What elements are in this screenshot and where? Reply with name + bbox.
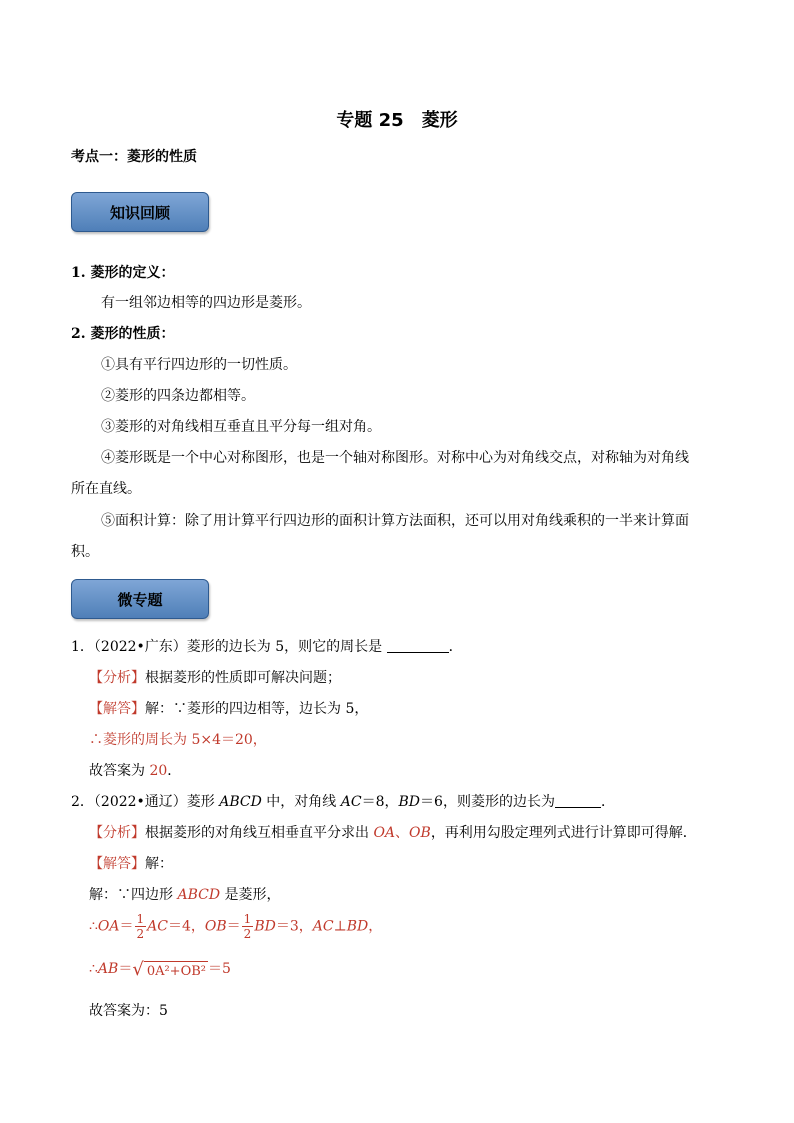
- q2-l2-bd: BD: [254, 918, 276, 935]
- q1-answer: [89, 698, 368, 718]
- knowledge-review-box: 知识回顾: [71, 192, 209, 232]
- q1-final-prefix: 故答案为: [89, 763, 150, 779]
- q2-stem-abcd: ABCD: [219, 794, 262, 810]
- q2-analysis-tag: 【分析】: [89, 825, 145, 841]
- q2-l2-oa: OA: [97, 918, 120, 935]
- q2-frac1-den: 2: [136, 927, 145, 941]
- q1-final-value: 20: [149, 763, 168, 779]
- q2-analysis-sep: 、: [395, 825, 410, 841]
- properties-heading: 2. 菱形的性质：: [71, 326, 175, 342]
- property-4b: 所在直线。: [71, 481, 141, 497]
- q1-stem-end: ．: [448, 639, 463, 655]
- q2-analysis: [89, 822, 697, 842]
- q1-final-end: ．: [167, 763, 182, 779]
- section-heading: 考点一：菱形的性质: [71, 149, 197, 165]
- q2-stem-a: 2．（2022•通辽）菱形: [71, 794, 220, 810]
- property-5a: ⑤面积计算：除了用计算平行四边形的面积计算方法面积，还可以用对角线乘积的一半来计算面: [101, 513, 689, 529]
- q2-line-1: [89, 884, 281, 904]
- definition-text: 有一组邻边相等的四边形是菱形。: [101, 295, 311, 311]
- question-2-stem: [71, 791, 615, 811]
- q2-l3-val: ＝5: [208, 961, 231, 977]
- q2-l2-ob: OB: [204, 918, 227, 935]
- q2-l3-eq: ＝: [118, 961, 133, 977]
- q1-calc: ∴菱形的周长为 5×4＝20，: [89, 732, 267, 748]
- q2-l1-b: 是菱形，: [220, 887, 281, 903]
- q2-l2-v2: ＝3，: [275, 918, 313, 935]
- q2-l2-ac: AC: [147, 918, 168, 935]
- question-1-stem: [71, 636, 463, 656]
- q2-l2-therefore: ∴: [89, 918, 98, 935]
- q1-analysis: [89, 667, 341, 687]
- q1-final: [89, 760, 181, 780]
- q2-l2-end: ，: [368, 918, 383, 935]
- q2-analysis-ob: OB: [409, 825, 431, 841]
- q2-answer-tag: 【解答】: [89, 856, 145, 872]
- q2-final: [89, 1000, 168, 1020]
- q2-analysis-oa: OA: [373, 825, 396, 841]
- q2-l2-eq2: ＝: [226, 918, 241, 935]
- q2-sqrt: [132, 959, 208, 980]
- property-4a: ④菱形既是一个中心对称图形，也是一个轴对称图形。对称中心为对角线交点，对称轴为对角线: [101, 450, 689, 466]
- property-5b: 积。: [71, 544, 99, 560]
- q2-line-3: [89, 958, 231, 980]
- q2-fraction-1: [135, 912, 147, 941]
- q2-l3-therefore: ∴: [89, 961, 98, 977]
- micro-topic-box: 微专题: [71, 579, 209, 619]
- q2-stem-end: ．: [600, 794, 615, 810]
- q1-answer-tag: 【解答】: [89, 701, 145, 717]
- radical-icon: √: [132, 958, 144, 980]
- q2-fraction-2: [242, 912, 254, 941]
- q2-l1-abcd: ABCD: [177, 887, 221, 903]
- q2-stem-d: ＝6，则菱形的边长为: [420, 794, 555, 810]
- q1-answer-text: 解：∵菱形的四边相等，边长为 5，: [145, 701, 369, 717]
- q2-answer-colon: 解：: [145, 856, 173, 872]
- q2-sqrt-content: 0A²+OB²: [144, 961, 208, 979]
- q2-l2-eq1: ＝: [119, 918, 134, 935]
- q2-stem-c: ＝8，: [361, 794, 399, 810]
- q2-l2-v1: ＝4，: [167, 918, 205, 935]
- q1-answer-blank: [387, 638, 449, 653]
- q2-analysis-b: ，再利用勾股定理列式进行计算即可得解．: [430, 825, 697, 841]
- page-title: 专题 25 菱形: [336, 110, 458, 131]
- property-3: ③菱形的对角线相互垂直且平分每一组对角。: [101, 419, 381, 435]
- q1-stem-text: 1．（2022•广东）菱形的边长为 5，则它的周长是: [71, 639, 383, 655]
- q2-analysis-a: 根据菱形的对角线互相垂直平分求出: [145, 825, 374, 841]
- q2-stem-b: 中，对角线: [261, 794, 341, 810]
- q2-l1-a: 解：∵四边形: [89, 887, 178, 903]
- q2-frac1-num: 1: [136, 912, 145, 926]
- q1-analysis-tag: 【分析】: [89, 670, 145, 686]
- property-1: ①具有平行四边形的一切性质。: [101, 357, 297, 373]
- q2-frac2-den: 2: [243, 927, 252, 941]
- q2-line-2: [89, 912, 382, 941]
- property-2: ②菱形的四条边都相等。: [101, 388, 255, 404]
- q2-answer-blank: [555, 793, 601, 808]
- q2-stem-ac: AC: [340, 794, 362, 810]
- q2-l2-perp: AC⊥BD: [312, 918, 369, 935]
- q2-frac2-num: 1: [243, 912, 252, 926]
- definition-heading: 1. 菱形的定义：: [71, 265, 175, 281]
- q2-l3-ab: AB: [97, 961, 119, 977]
- q2-final-text: 故答案为：5: [89, 1003, 168, 1019]
- q1-analysis-text: 根据菱形的性质即可解决问题；: [145, 670, 341, 686]
- q2-answer: [89, 853, 173, 873]
- q2-stem-bd: BD: [398, 794, 421, 810]
